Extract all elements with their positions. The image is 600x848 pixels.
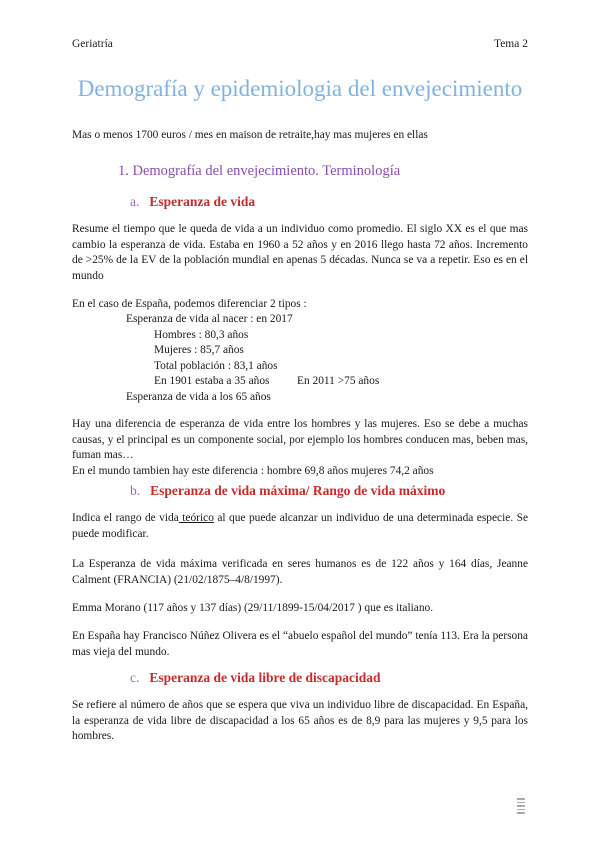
subsection-c-heading <box>130 670 381 686</box>
list-birth: Esperanza de vida al nacer : en 2017 <box>126 313 293 325</box>
subsection-b-heading <box>130 483 445 499</box>
page-menu-icon <box>517 798 525 816</box>
paragraph-1-start: Indica el rango de vida <box>72 512 179 524</box>
paragraph-1-end: al que puede alcanzar un individuo de una determinada especie. Se puede modificar. <box>72 512 529 540</box>
subsection-b-paragraph-2: La Esperanza de vida máxima verificada en seres humanos es de 122 años y 164 días, Jeanne Calment (FRANCIA) (21/02/1875–4/8/1997). <box>72 558 528 586</box>
underlined-word: teórico <box>178 512 214 524</box>
spain-intro: En el caso de España, podemos diferenciar 2 tipos : <box>72 298 307 310</box>
list-year-1901: En 1901 estaba a 35 años <box>154 375 270 387</box>
subsection-c-letter: c. <box>130 670 140 685</box>
subsection-a-heading <box>130 194 255 210</box>
section-1-number: 1. <box>118 163 129 179</box>
section-1-heading <box>118 163 400 180</box>
subsection-b-paragraph-3: Emma Morano (117 años y 137 días) (29/11/1899-15/04/2017 ) que es italiano. <box>72 602 434 614</box>
list-men: Hombres : 80,3 años <box>154 329 249 341</box>
subsection-c-paragraph-1: Se refiere al número de años que se espera que viva un individuo libre de discapacidad. En España, la esperanza de vida libre de discapacidad a los 65 años es de 8,9 para las mujeres y 9,5 para los hombres. <box>72 699 528 743</box>
header-subject: Geriatría <box>72 38 113 50</box>
list-women: Mujeres : 85,7 años <box>154 344 244 356</box>
subsection-b-paragraph-4: En España hay Francisco Núñez Olivera es el “abuelo español del mundo” tenía 113. Era la persona mas vieja del mundo. <box>72 630 528 658</box>
page-title: Demografía y epidemiologia del envejecimiento <box>77 76 523 101</box>
subsection-a-paragraph-2: Hay una diferencia de esperanza de vida entre los hombres y las mujeres. Eso se debe a muchas causas, y el principal es un componente social, por ejemplo los hombres conducen mas, beben mas, fuman mas… <box>72 418 528 462</box>
list-total: Total población : 83,1 años <box>154 360 278 372</box>
subsection-b-letter: b. <box>130 483 141 498</box>
subsection-a-paragraph-3: En el mundo tambien hay este diferencia : hombre 69,8 años mujeres 74,2 años <box>72 465 434 477</box>
list-year-2011: En 2011 >75 años <box>297 375 380 387</box>
subsection-a-title: Esperanza de vida <box>149 194 256 209</box>
subsection-b-title: Esperanza de vida máxima/ Rango de vida máximo <box>150 483 446 498</box>
intro-note: Mas o menos 1700 euros / mes en maison de retraite,hay mas mujeres en ellas <box>72 129 428 141</box>
subsection-b-paragraph-1 <box>72 511 528 542</box>
subsection-c-title: Esperanza de vida libre de discapacidad <box>149 670 381 685</box>
subsection-a-paragraph-1: Resume el tiempo que le queda de vida a un individuo como promedio. El siglo XX es el que mas cambio la esperanza de vida. Estaba en 1960 a 52 años y en 2016 llego hasta 72 años. Incremento de >25% de la EV de la población mundial en apenas 5 décadas. Nunca se va a repetir. Eso es en el mundo <box>72 223 528 282</box>
list-at-65: Esperanza de vida a los 65 años <box>126 391 271 403</box>
header-topic: Tema 2 <box>493 38 528 50</box>
subsection-a-letter: a. <box>130 194 140 209</box>
section-1-title: Demografía del envejecimiento. Terminología <box>132 163 401 179</box>
